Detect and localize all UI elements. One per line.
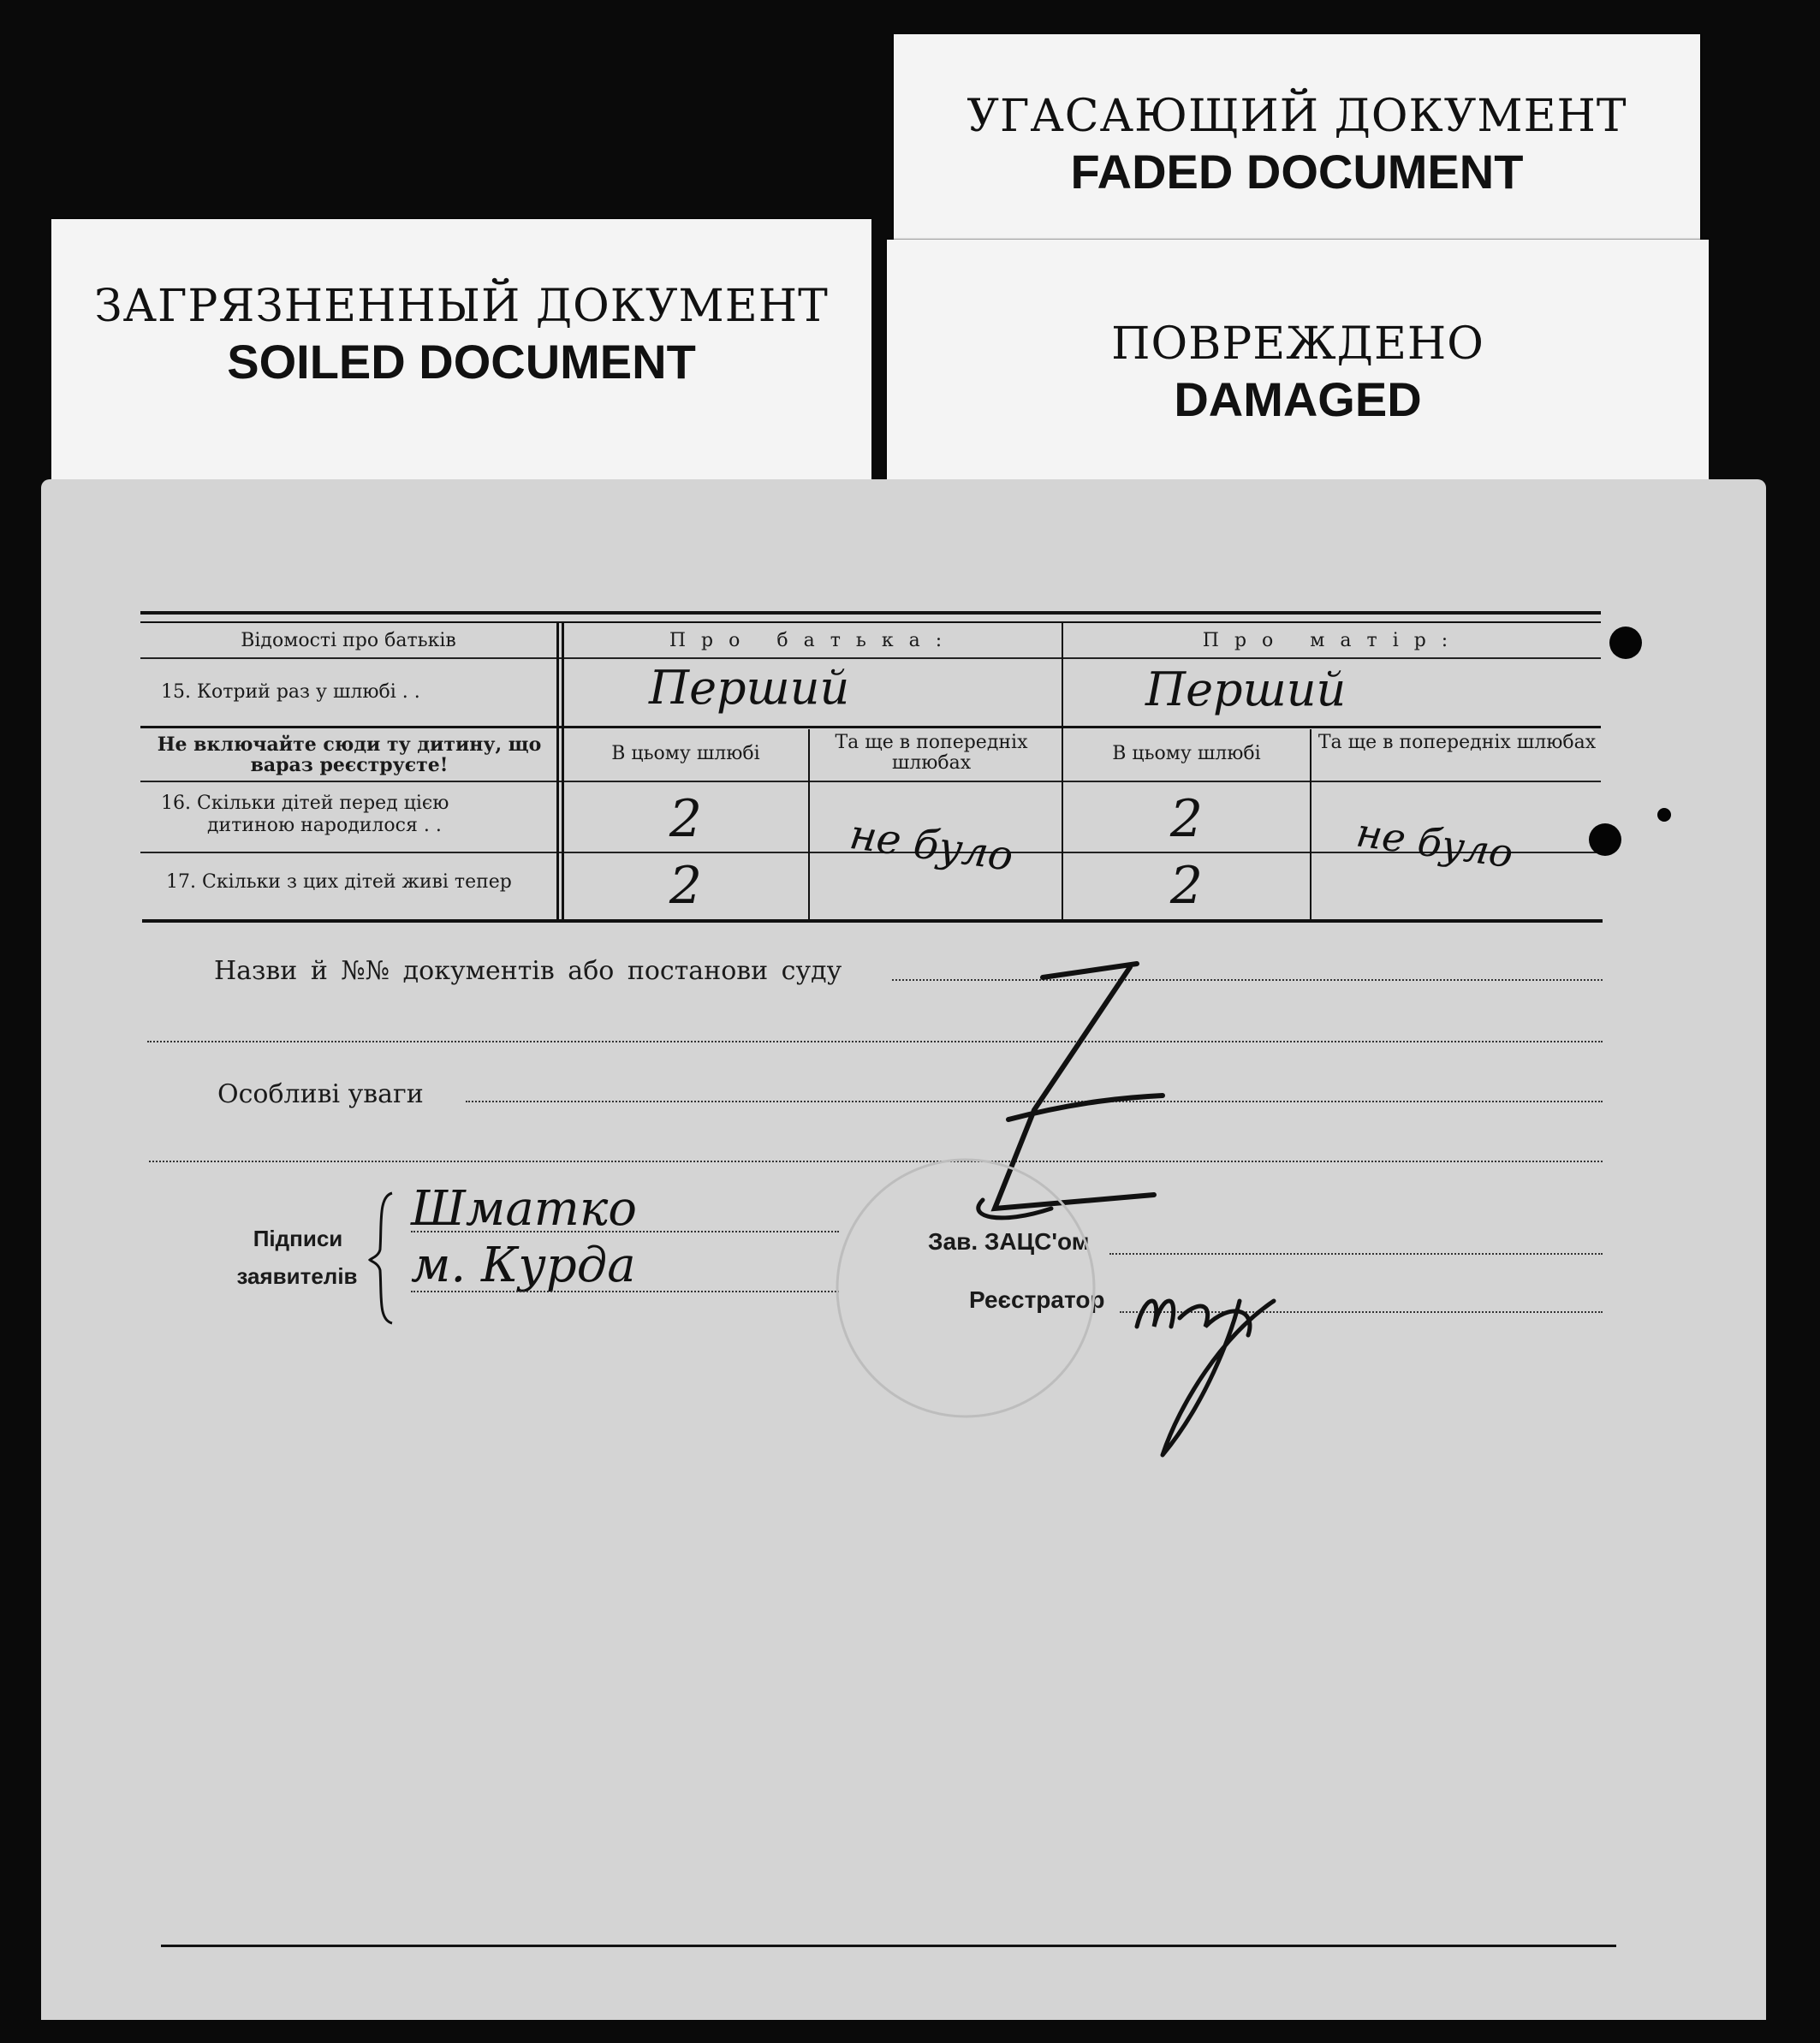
documents-label: Назви й №№ документів або постанови суду — [214, 956, 842, 986]
document-sheet — [41, 479, 1766, 2020]
header-bottom-rule — [140, 657, 1601, 659]
row15-label: 15. Котрий раз у шлюбі . . — [161, 681, 420, 703]
bottom-rule — [161, 1945, 1616, 1947]
row15-mother-value: Перший — [1145, 662, 1347, 716]
subheader-father-prev: Та ще в попередніх шлюбах — [835, 732, 1028, 774]
soiled-tag-en: SOILED DOCUMENT — [227, 335, 696, 389]
row15-father-value: Перший — [649, 661, 850, 715]
row17-label: 17. Скільки з цих дітей живі тепер — [166, 871, 512, 893]
col-divider-mother-sub — [1310, 729, 1311, 921]
row16-father-prev: не було — [847, 810, 1016, 882]
subheader-father-this: В цьому шлюбі — [611, 743, 760, 764]
signature-applicant-1: Шматко — [411, 1181, 637, 1237]
faded-tag-ru: УГАСАЮЩИЙ ДОКУМЕНТ — [967, 91, 1627, 142]
signature-line-1 — [411, 1231, 839, 1232]
faded-tag-en: FADED DOCUMENT — [1070, 145, 1524, 199]
damaged-document-tag — [887, 240, 1709, 488]
signature-line-2 — [411, 1291, 839, 1292]
table-bottom-rule — [142, 919, 1603, 923]
faded-stamp — [820, 1147, 1111, 1429]
signatures-brace — [366, 1190, 401, 1327]
exclude-child-note: Не включайте сюди ту дитину, що вараз реєструєте! — [157, 733, 542, 776]
row17-mother-this: 2 — [1169, 856, 1204, 916]
row16-father-this: 2 — [669, 789, 703, 849]
punch-hole-2 — [1589, 823, 1621, 856]
soiled-document-tag — [51, 219, 871, 484]
registrar-label: Реєстратор — [969, 1286, 1105, 1313]
row15-bottom-rule — [140, 726, 1601, 728]
damaged-tag-en: DAMAGED — [1174, 372, 1422, 426]
notes-label: Особливі уваги — [217, 1079, 424, 1109]
subheader-bottom-rule — [140, 781, 1601, 782]
row16-label-line2: дитиною народилося . . — [207, 815, 442, 836]
subheader-mother-this: В цьому шлюбі — [1112, 743, 1261, 764]
documents-dotted-line-2 — [147, 1041, 1603, 1042]
zags-head-label: Зав. ЗАЦС'ом — [928, 1228, 1090, 1255]
faded-document-tag — [894, 34, 1700, 265]
subheader-mother-prev: Та ще в попередніх шлюбах — [1317, 732, 1597, 753]
soiled-tag-ru: ЗАГРЯЗНЕННЫЙ ДОКУМЕНТ — [94, 281, 829, 332]
col-divider-mother — [1062, 623, 1063, 921]
zags-head-line — [1109, 1253, 1603, 1255]
row16-mother-this: 2 — [1169, 789, 1204, 849]
punch-hole-1 — [1609, 627, 1642, 659]
row17-father-this: 2 — [669, 856, 703, 916]
row16-label-line1: 16. Скільки дітей перед цією — [161, 793, 449, 814]
row16-mother-prev: не було — [1353, 809, 1516, 877]
damaged-tag-ru: ПОВРЕЖДЕНО — [1111, 318, 1484, 370]
header-father: Про батька: — [669, 630, 958, 651]
signatures-label-2: заявителів — [236, 1263, 358, 1289]
header-parents-info: Відомості про батьків — [241, 630, 456, 651]
col-divider-father-sub — [808, 729, 810, 921]
registrar-signature — [1111, 1267, 1368, 1464]
table-top-rule — [140, 611, 1601, 615]
signature-applicant-2: м. Курда — [411, 1238, 636, 1293]
table-top-rule-2 — [140, 621, 1601, 623]
signatures-label-1: Підписи — [253, 1226, 343, 1251]
punch-hole-3 — [1657, 808, 1671, 822]
header-mother: Про матір: — [1202, 630, 1464, 651]
col-divider-1b — [562, 623, 564, 921]
